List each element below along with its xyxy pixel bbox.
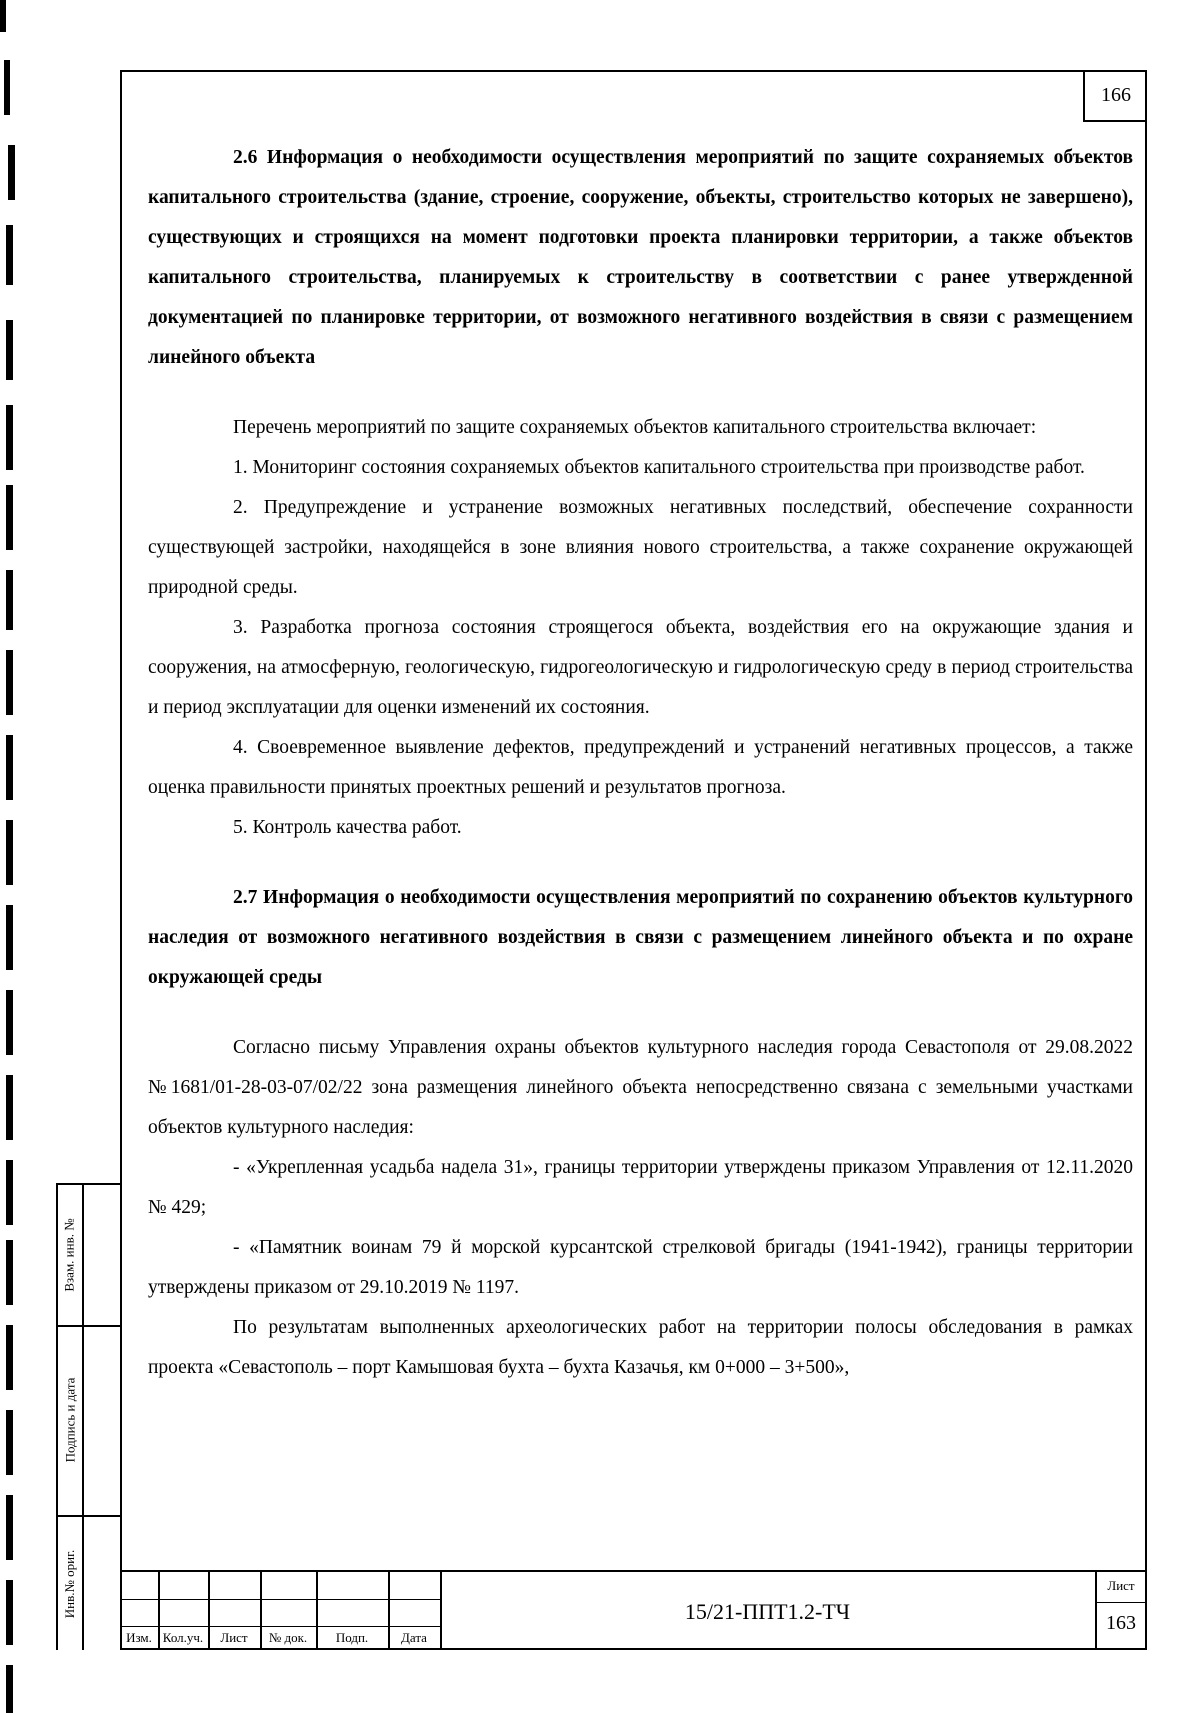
scan-mark [6,650,13,715]
scan-mark [6,1580,13,1645]
title-block [120,1570,1147,1650]
scan-mark [6,1665,13,1713]
sheet-label: Лист [1107,1578,1135,1593]
stamp-label-podpis-data: Подпись и дата [62,1377,78,1463]
document-code: 15/21-ППТ1.2-ТЧ [684,1599,851,1624]
sheet-number: 163 [1106,1612,1136,1634]
scan-mark [6,225,13,285]
title-block-header: Подп. [335,1630,369,1645]
section-2-6-heading: 2.6 Информация о необходимости осуществления мероприятий по защите сохраняемых объектов капитального строительства (здание, строение, сооружение, объекты, строительство которых не завершено), существующих и строящихся на момент подготовки проекта планировки территории, а также объектов капитального строительства, планируемых к строительству в соответствии с ранее утвержденной документацией по планировке территории, от возможного негативного воздействия в связи с размещением линейного объекта [148,147,1133,368]
title-block-header: Дата [401,1630,427,1645]
paragraph: Согласно письму Управления охраны объектов культурного наследия города Севастополя от 29.08.2022 №1681/01-28-03-07/02/22 зона размещения линейного объекта непосредственно связана с земельными участками объектов культурного наследия: [148,1037,1133,1138]
section-2-6-intro: Перечень мероприятий по защите сохраняемых объектов капитального строительства включает: [233,417,1037,438]
stamp-label-vzam-inv: Взам. инв. № [62,1218,78,1292]
document-body [148,138,1133,1388]
list-item: 1. Мониторинг состояния сохраняемых объектов капитального строительства при производстве работ. [233,457,1085,478]
scan-mark [6,1240,13,1305]
scan-mark [8,145,15,200]
scan-mark [6,485,13,550]
paragraph: - «Укрепленная усадьба надела 31», границы территории утверждены приказом Управления от 12.11.2020 № 429; [148,1157,1133,1218]
top-page-number: 166 [1083,70,1147,122]
list-item: 2. Предупреждение и устранение возможных негативных последствий, обеспечение сохранности существующей застройки, находящейся в зоне влияния нового строительства, а также сохранение окружающей природной среды. [148,497,1133,598]
title-block-header: Изм. [126,1630,152,1645]
scan-mark [6,1495,13,1560]
scan-mark [6,405,13,470]
list-item: 3. Разработка прогноза состояния строящегося объекта, воздействия его на окружающие здания и сооружения, на атмосферную, геологическую, гидрогеологическую и гидрологическую среду в период строительства и период эксплуатации для оценки изменений их состояния. [148,617,1133,718]
paragraph: - «Памятник воинам 79 й морской курсантской стрелковой бригады (1941-1942), границы территории утверждены приказом от 29.10.2019 № 1197. [148,1237,1133,1298]
scan-mark [6,1160,13,1225]
scan-mark [6,1325,13,1390]
scan-mark [6,905,13,970]
list-item: 5. Контроль качества работ. [233,817,462,838]
paragraph: По результатам выполненных археологических работ на территории полосы обследования в рамках проекта «Севастополь – порт Камышовая бухта – бухта Казачья, км 0+000 – 3+500», [148,1317,1133,1378]
scan-mark [6,990,13,1055]
scan-mark [6,320,13,380]
scan-mark [6,735,13,800]
scan-mark [6,1410,13,1475]
scan-mark [6,1075,13,1140]
title-block-header: Лист [220,1630,248,1645]
title-block-header: Кол.уч. [162,1630,204,1645]
side-stamp [56,1183,120,1650]
scan-mark [6,820,13,885]
stamp-label-inv-orig: Инв.№ ориг. [62,1549,77,1618]
list-item: 4. Своевременное выявление дефектов, предупреждений и устранений негативных процессов, а также оценка правильности принятых проектных решений и результатов прогноза. [148,737,1133,798]
title-block-header: № док. [268,1630,308,1645]
scan-mark [0,0,6,32]
section-2-7-heading: 2.7 Информация о необходимости осуществления мероприятий по сохранению объектов культурного наследия от возможного негативного воздействия в связи с размещением линейного объекта и по охране окружающей среды [148,887,1133,988]
scan-mark [6,570,13,630]
scan-mark [4,60,10,115]
